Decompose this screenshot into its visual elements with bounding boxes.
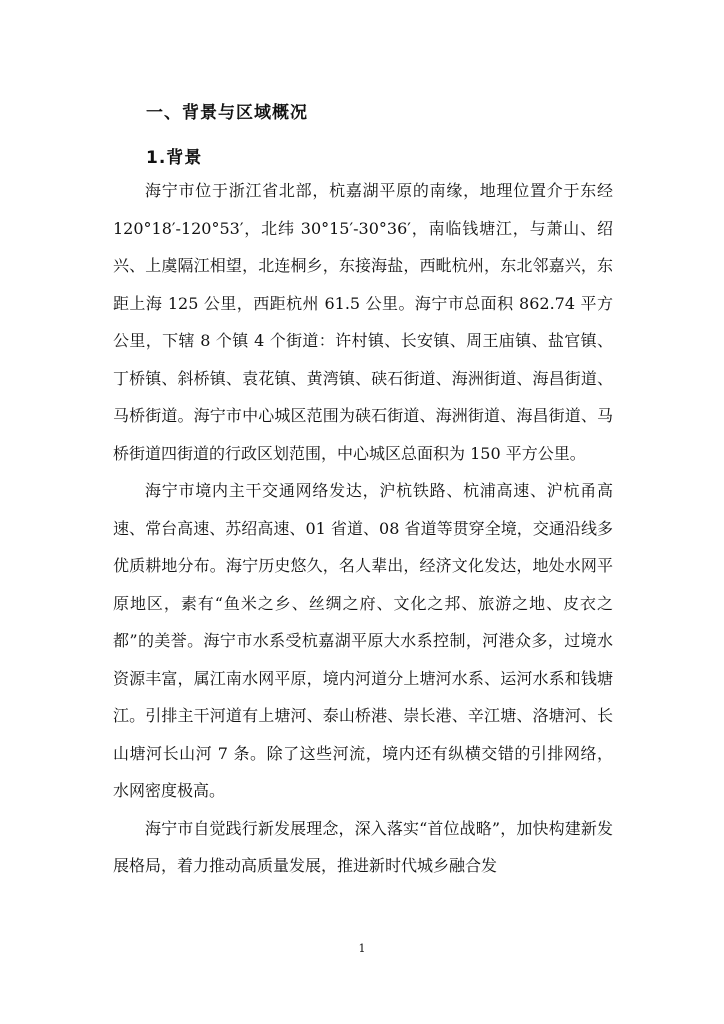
paragraph-location: 海宁市位于浙江省北部，杭嘉湖平原的南缘，地理位置介于东经 120°18′-120°53′，北纬 30°15′-30°36′，南临钱塘江，与萧山、绍兴、上虞隔江相望，北连桐乡，东接海盐，西毗杭州，东北邻嘉兴，东距上海 125 公里，西距杭州 61.5 公里。海宁市总面积 862.74 平方公里，下辖 8 个镇 4 个街道：许村镇、长安镇、周王庙镇、盐官镇、丁桥镇、斜桥镇、袁花镇、黄湾镇、硖石街道、海洲街道、海昌街道、马桥街道。海宁市中心城区范围为硖石街道、海洲街道、海昌街道、马桥街道四街道的行政区划范围，中心城区总面积为 150 平方公里。 bbox=[113, 181, 613, 463]
page-number: 1 bbox=[358, 942, 366, 955]
subsection-heading: 1.背景 bbox=[146, 148, 203, 168]
section-heading: 一、背景与区域概况 bbox=[146, 103, 308, 123]
body-text bbox=[113, 172, 613, 885]
paragraph-development: 海宁市自觉践行新发展理念，深入落实“首位战略”，加快构建新发展格局，着力推动高质量发展，推进新时代城乡融合发 bbox=[113, 818, 613, 875]
paragraph-transport-history: 海宁市境内主干交通网络发达，沪杭铁路、杭浦高速、沪杭甬高速、常台高速、苏绍高速、01 省道、08 省道等贯穿全境，交通沿线多优质耕地分布。海宁历史悠久，名人辈出，经济文化发达，地处水网平原地区，素有“鱼米之乡、丝绸之府、文化之邦、旅游之地、皮衣之都”的美誉。海宁市水系受杭嘉湖平原大水系控制，河港众多，过境水资源丰富，属江南水网平原，境内河道分上塘河水系、运河水系和钱塘江。引排主干河道有上塘河、泰山桥港、崇长港、辛江塘、洛塘河、长山塘河长山河 7 条。除了这些河流，境内还有纵横交错的引排网络，水网密度极高。 bbox=[113, 481, 613, 800]
